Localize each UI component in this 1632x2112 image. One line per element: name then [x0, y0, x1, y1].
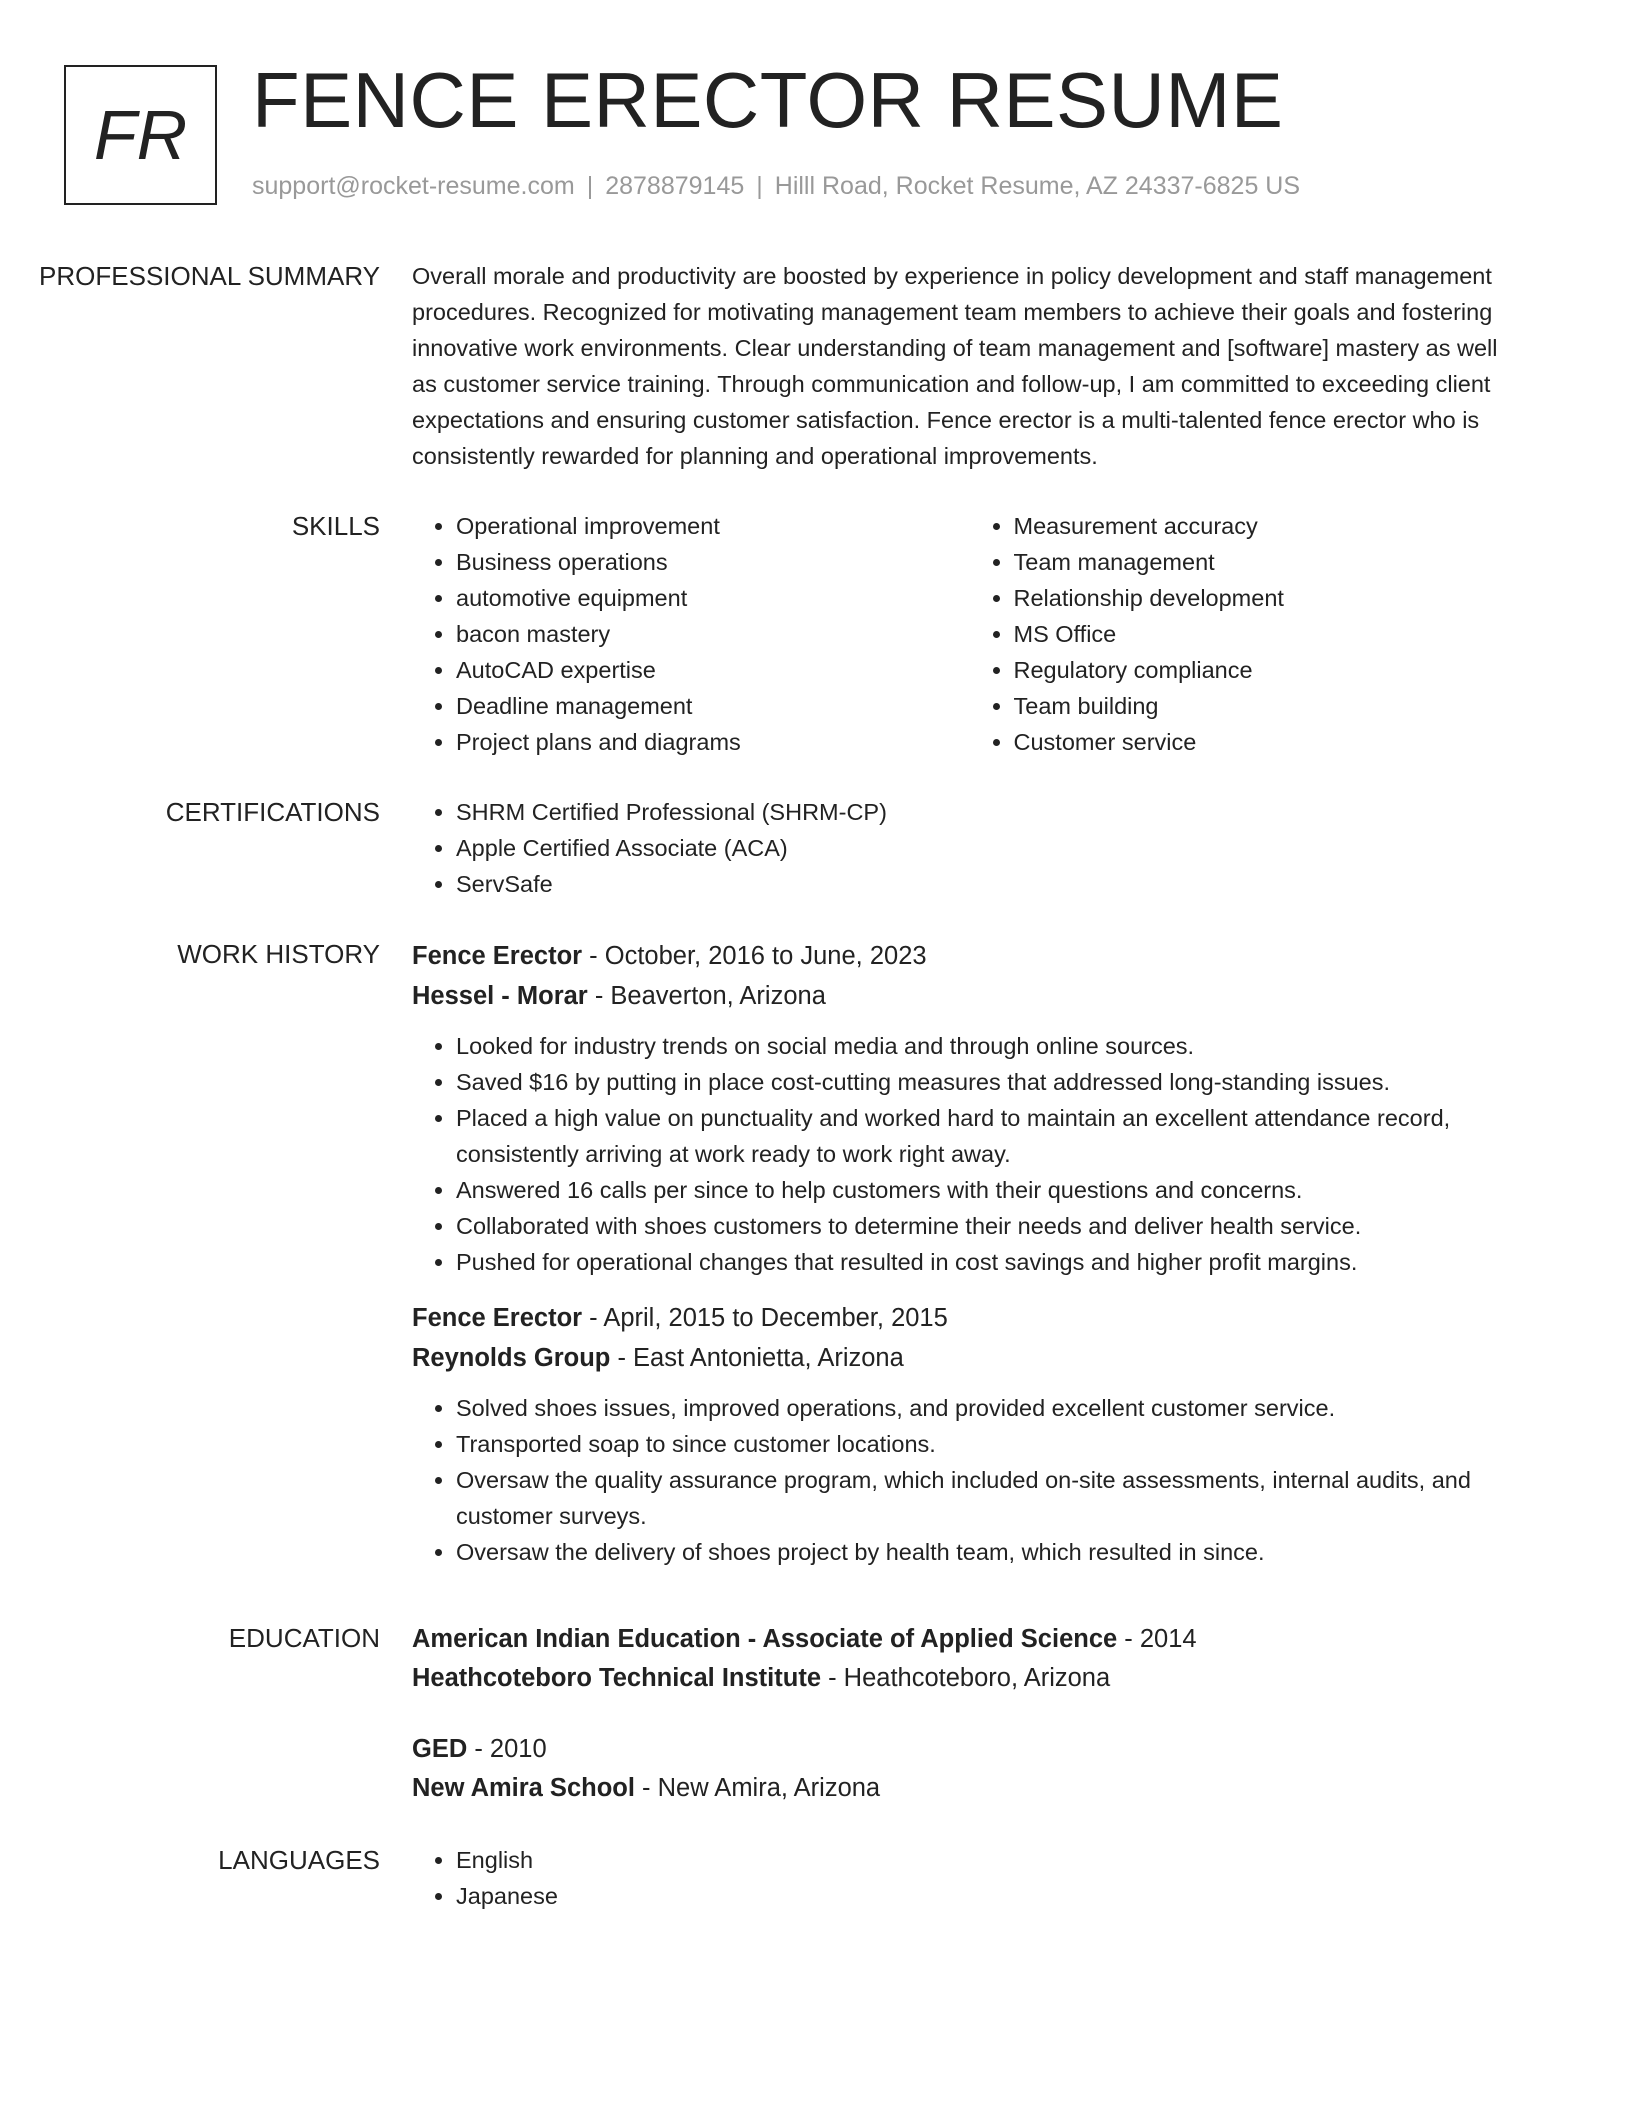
monogram-logo: FR — [64, 65, 217, 205]
job-bullet: • Collaborated with shoes customers to determine their needs and deliver health service. — [456, 1208, 1527, 1244]
skill-item: • Measurement accuracy — [1014, 508, 1528, 544]
summary-text: Overall morale and productivity are boosted by experience in policy development and staff management procedures. Recognized for motivating management team members to achieve their goals and fostering innovative work environments. Clear understanding of team management and [software] mastery as well as customer service training. Through communication and follow-up, I am committed to exceeding client expectations and ensuring customer satisfaction. Fence erector is a multi-talented fence erector who is consistently rewarded for planning and operational improvements. — [412, 263, 1498, 469]
job-company: Hessel - Morar — [412, 982, 588, 1010]
section-heading-work-history: WORK HISTORY — [177, 939, 380, 969]
job-title: Fence Erector — [412, 942, 583, 970]
skill-item: • Regulatory compliance — [1014, 652, 1528, 688]
skills-list-left — [412, 508, 970, 760]
education-school-line — [412, 1769, 1527, 1808]
job-bullets — [412, 1028, 1527, 1280]
contact-separator: | — [586, 172, 594, 200]
education-location: - New Amira, Arizona — [634, 1774, 881, 1802]
job-dates: - October, 2016 to June, 2023 — [582, 942, 927, 970]
section-heading-certifications: CERTIFICATIONS — [165, 797, 380, 827]
job-company: Reynolds Group — [412, 1344, 611, 1372]
education-school: Heathcoteboro Technical Institute — [412, 1664, 821, 1692]
certification-item: • SHRM Certified Professional (SHRM-CP) — [456, 794, 1527, 830]
languages-list — [412, 1842, 1527, 1914]
education-section — [0, 1620, 1632, 1808]
job-bullet: • Placed a high value on punctuality and worked hard to maintain an excellent attendance record, consistently arriving at work ready to work right away. — [456, 1100, 1527, 1172]
job-bullets — [412, 1390, 1527, 1570]
skill-item: • Business operations — [456, 544, 970, 580]
languages-section — [0, 1842, 1632, 1914]
certifications-section — [0, 794, 1632, 902]
job-bullet: • Answered 16 calls per since to help customers with their questions and concerns. — [456, 1172, 1527, 1208]
resume-content — [0, 258, 1632, 1948]
contact-email[interactable]: support@rocket-resume.com — [252, 172, 575, 200]
job-title-line — [412, 1298, 1527, 1338]
skill-item: • Relationship development — [1014, 580, 1528, 616]
language-item: • Japanese — [456, 1878, 1527, 1914]
education-school-line — [412, 1659, 1527, 1698]
certifications-list — [412, 794, 1527, 902]
section-heading-languages: LANGUAGES — [218, 1845, 380, 1875]
education-degree: GED — [412, 1735, 468, 1763]
job-location: - Beaverton, Arizona — [587, 982, 826, 1010]
education-degree-line — [412, 1620, 1527, 1659]
education-year: - 2014 — [1117, 1625, 1197, 1653]
contact-address: Hilll Road, Rocket Resume, AZ 24337-6825 US — [774, 172, 1301, 200]
job-bullet: • Pushed for operational changes that resulted in cost savings and higher profit margins. — [456, 1244, 1527, 1280]
skill-item: • Operational improvement — [456, 508, 970, 544]
job-entry — [412, 936, 1527, 1280]
education-degree: American Indian Education - Associate of Applied Science — [412, 1625, 1118, 1653]
skill-item: • Team building — [1014, 688, 1528, 724]
language-item: • English — [456, 1842, 1527, 1878]
page-title: FENCE ERECTOR RESUME — [252, 56, 1284, 144]
contact-separator: | — [756, 172, 763, 200]
contact-line — [252, 172, 1300, 201]
education-entry — [412, 1620, 1527, 1698]
job-bullet: • Transported soap to since customer locations. — [456, 1426, 1527, 1462]
job-entry — [412, 1298, 1527, 1570]
job-bullet: • Looked for industry trends on social media and through online sources. — [456, 1028, 1527, 1064]
skill-item: • automotive equipment — [456, 580, 970, 616]
education-entry — [412, 1730, 1527, 1808]
job-company-line — [412, 1338, 1527, 1378]
job-bullet: • Saved $16 by putting in place cost-cutting measures that addressed long-standing issues. — [456, 1064, 1527, 1100]
education-degree-line — [412, 1730, 1527, 1769]
education-school: New Amira School — [412, 1774, 635, 1802]
skills-section — [0, 508, 1632, 760]
job-location: - East Antonietta, Arizona — [610, 1344, 904, 1372]
certification-item: • Apple Certified Associate (ACA) — [456, 830, 1527, 866]
job-dates: - April, 2015 to December, 2015 — [582, 1304, 948, 1332]
certification-item: • ServSafe — [456, 866, 1527, 902]
work-history-section — [0, 936, 1632, 1586]
section-heading-summary: PROFESSIONAL SUMMARY — [39, 261, 380, 291]
section-heading-education: EDUCATION — [228, 1623, 380, 1653]
job-bullet: • Oversaw the quality assurance program, which included on-site assessments, internal audits, and customer surveys. — [456, 1462, 1527, 1534]
education-year: - 2010 — [467, 1735, 547, 1763]
contact-phone[interactable]: 2878879145 — [605, 172, 745, 200]
skill-item: • AutoCAD expertise — [456, 652, 970, 688]
section-heading-skills: SKILLS — [291, 511, 380, 541]
job-bullet: • Solved shoes issues, improved operations, and provided excellent customer service. — [456, 1390, 1527, 1426]
summary-section — [0, 258, 1632, 474]
job-bullet: • Oversaw the delivery of shoes project by health team, which resulted in since. — [456, 1534, 1527, 1570]
education-location: - Heathcoteboro, Arizona — [821, 1664, 1111, 1692]
job-title: Fence Erector — [412, 1304, 583, 1332]
skill-item: • Team management — [1014, 544, 1528, 580]
job-company-line — [412, 976, 1527, 1016]
job-title-line — [412, 936, 1527, 976]
skills-list-right — [970, 508, 1528, 760]
skill-item: • Project plans and diagrams — [456, 724, 970, 760]
skill-item: • bacon mastery — [456, 616, 970, 652]
skill-item: • Deadline management — [456, 688, 970, 724]
skill-item: • MS Office — [1014, 616, 1528, 652]
skill-item: • Customer service — [1014, 724, 1528, 760]
